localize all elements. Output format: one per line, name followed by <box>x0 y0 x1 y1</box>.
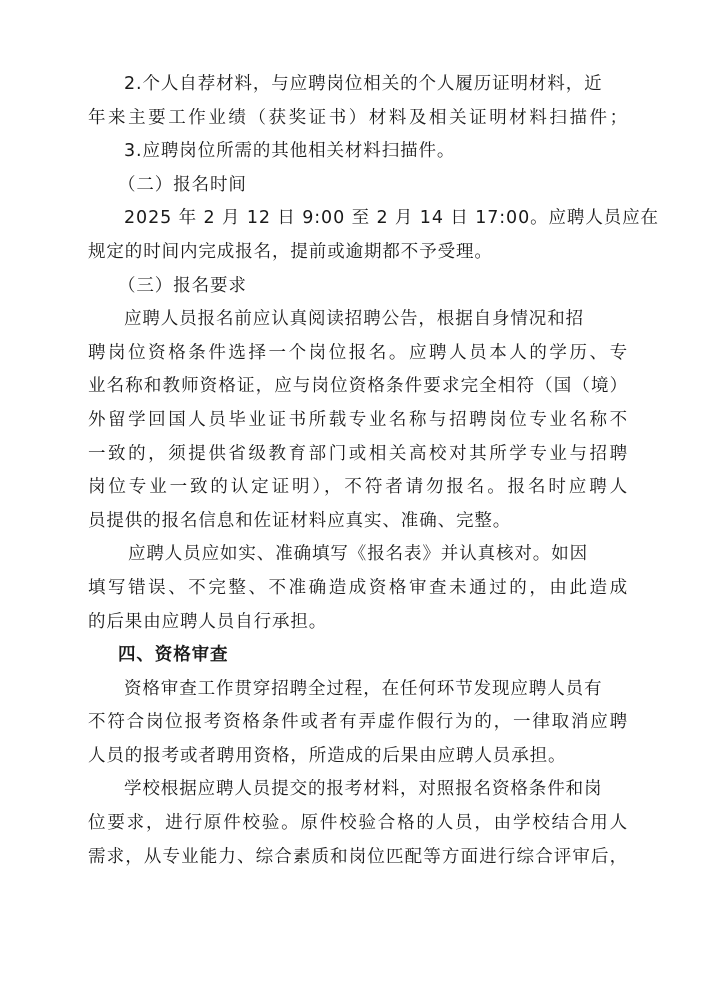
paragraph-requirements-line-5: 一致的，须提供省级教育部门或相关高校对其所学专业与招聘 <box>88 443 628 464</box>
paragraph-requirements-line-2: 聘岗位资格条件选择一个岗位报名。应聘人员本人的学历、专 <box>88 342 628 363</box>
paragraph-form-line-2: 填写错误、不完整、不准确造成资格审查未通过的，由此造成 <box>88 577 628 598</box>
paragraph-form-line-3: 的后果由应聘人员自行承担。 <box>88 611 328 632</box>
section-heading-qualification-review: 四、资格审查 <box>118 645 229 666</box>
paragraph-review-line-3: 人员的报考或者聘用资格，所造成的后果由应聘人员承担。 <box>88 745 567 766</box>
paragraph-registration-time-line-1: 2025 年 2 月 12 日 9:00 至 2 月 14 日 17:00。应聘人员应在 <box>124 208 659 229</box>
paragraph-review-line-1: 资格审查工作贯穿招聘全过程，在任何环节发现应聘人员有 <box>124 678 603 699</box>
list-item-2-line-2: 年来主要工作业绩（获奖证书）材料及相关证明材料扫描件； <box>88 107 628 128</box>
list-item-3: 3.应聘岗位所需的其他相关材料扫描件。 <box>124 141 456 162</box>
section-heading-registration-time: （二）报名时间 <box>118 174 247 195</box>
section-heading-registration-requirements: （三）报名要求 <box>118 275 247 296</box>
paragraph-requirements-line-6: 岗位专业一致的认定证明），不符者请勿报名。报名时应聘人 <box>88 477 628 498</box>
document-body <box>88 68 659 874</box>
paragraph-requirements-line-7: 员提供的报名信息和佐证材料应真实、准确、完整。 <box>88 510 512 531</box>
paragraph-registration-time-line-2: 规定的时间内完成报名，提前或逾期都不予受理。 <box>88 241 493 262</box>
paragraph-verification-line-1: 学校根据应聘人员提交的报考材料，对照报名资格条件和岗 <box>124 779 603 800</box>
paragraph-verification-line-3: 需求，从专业能力、综合素质和岗位匹配等方面进行综合评审后， <box>88 846 628 867</box>
list-item-2-line-1: 2.个人自荐材料，与应聘岗位相关的个人履历证明材料，近 <box>124 74 603 94</box>
paragraph-form-line-1: 应聘人员应如实、准确填写《报名表》并认真核对。如因 <box>128 544 588 565</box>
paragraph-review-line-2: 不符合岗位报考资格条件或者有弄虚作假行为的，一律取消应聘 <box>88 712 628 733</box>
paragraph-requirements-line-4: 外留学回国人员毕业证书所载专业名称与招聘岗位专业名称不 <box>88 409 628 430</box>
paragraph-verification-line-2: 位要求，进行原件校验。原件校验合格的人员，由学校结合用人 <box>88 813 628 834</box>
paragraph-requirements-line-1: 应聘人员报名前应认真阅读招聘公告，根据自身情况和招 <box>124 309 584 330</box>
paragraph-requirements-line-3: 业名称和教师资格证，应与岗位资格条件要求完全相符（国（境） <box>88 376 628 397</box>
